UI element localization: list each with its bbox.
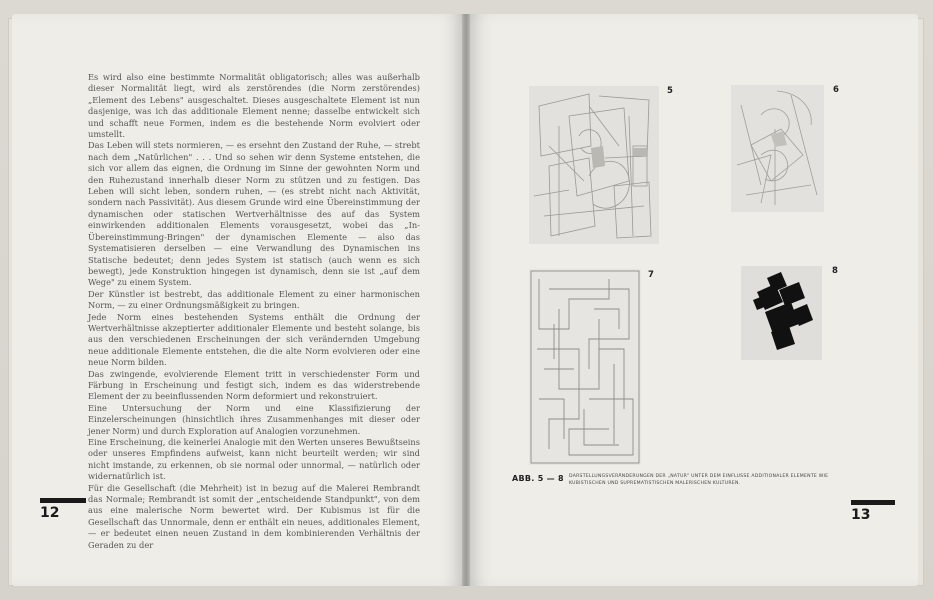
paragraph: Eine Erscheinung, die keinerlei Analogie mit den Werten unseres Bewußtseins oder unseres Empfindens aufweist, kann nicht beurteilt werden; wir sind nicht imstande, zu erkennen, ob sie normal oder unnormal, — natürlich oder widernatürlich ist.: [88, 437, 420, 482]
suprematist-composition-icon: [741, 266, 822, 360]
figure-7-number: 7: [648, 270, 654, 280]
paragraph: Es wird also eine bestimmte Normalität obligatorisch; alles was außerhalb dieser Normalität liegt, wird als zerstörendes (die Norm zerstörendes) „Element des Lebens" ausgeschaltet. Dieses ausgeschaltete Element ist nun dasjenige, was ich das additionale Element nenne; dasselbe entwickelt sich und schafft neue Formen, indem es die bestehende Norm evolviert oder umstellt.: [88, 72, 420, 140]
folio-rule-left: [40, 498, 86, 503]
paragraph: Der Künstler ist bestrebt, das additionale Element zu einer harmonischen Norm, — zu einer Ordnungsmäßigkeit zu bringen.: [88, 288, 420, 311]
figure-8-number: 8: [832, 266, 838, 276]
figure-6-number: 6: [833, 85, 839, 95]
figure-5-plate: [529, 86, 659, 244]
figure-caption-label: ABB. 5 — 8: [512, 474, 564, 483]
figure-5-number: 5: [667, 86, 673, 96]
rectilinear-composition-drawing-icon: [529, 269, 641, 465]
folio-rule-right: [851, 500, 895, 505]
caption-line: DARSTELLUNGSVERÄNDERUNGEN DER „NATUR" UNTER DEM EINFLUSSE ADDITIONALER ELEMENTE WIE: [569, 474, 829, 479]
figure-6-plate: [731, 85, 824, 212]
book-gutter: [462, 14, 470, 586]
left-page-body-text: [88, 72, 420, 551]
paragraph: Jede Norm eines bestehenden Systems enthält die Ordnung der Wertverhältnisse akzeptierter additionaler Elemente und besteht solange, bis aus den verschiedenen Erscheinungen der sich verändernden Umgebung neue additionale Elemente entstehen, die die alte Norm evolvieren oder eine neue Norm bilden.: [88, 311, 420, 368]
cubist-figure-drawing-icon: [731, 85, 824, 212]
cubist-still-life-drawing-icon: [529, 86, 659, 244]
page-number-left: 12: [40, 505, 60, 521]
page-number-right: 13: [851, 507, 871, 523]
figure-caption-text: [569, 473, 887, 487]
paragraph: Das Leben will stets normieren, — es ersehnt den Zustand der Ruhe, — strebt nach dem „Natürlichen" . . . Und so sehen wir denn Systeme entstehen, die sich vor allem das eignen, die Ordnung im Sinne der gewohnten Norm und den Ruhezustand innerhalb dieser Norm zu stützen und zu festigen. Das Leben will sicht leben, sondern ruhen, — (es strebt nicht nach Aktivität, sondern nach Passivität). Aus diesem Grunde wird eine Übereinstimmung der dynamischen oder statischen Wertverhältnisse des auf das System einwirkenden additionalen Elements vorausgesetzt, wobei das „In-Übereinstimmung-Bringen" der dynamischen Elemente — also das Systematisieren derselben — eine Verwandlung des Dynamischen ins Statische bedeutet; denn jedes System ist statisch (auch wenn es sich bewegt), jede Konstruktion hingegen ist dynamisch, denn sie ist „auf dem Wege" zu einem System.: [88, 140, 420, 288]
paragraph: Eine Untersuchung der Norm und eine Klassifizierung der Einzelerscheinungen (hinsichtlich ihres Zusammenhanges mit dieser oder jener Norm) und durch Exploration auf Analogien vorzunehmen.: [88, 402, 420, 436]
caption-line: KUBISTISCHEN UND SUPREMATISTISCHEN MALERISCHEN KULTUREN.: [569, 481, 741, 486]
paragraph: Für die Gesellschaft (die Mehrheit) ist in bezug auf die Malerei Rembrandt das Normale; Rembrandt ist somit der „entscheidende Standpunkt", von dem aus eine malerische Norm bewertet wird. Der Kubismus ist für die Gesellschaft das Unnormale, denn er enthält ein neues, additionales Element, — er bedeutet einen neuen Zustand in dem kombinierenden Verhältnis der Geraden zu der: [88, 482, 420, 550]
figure-8-plate: [741, 266, 822, 360]
paragraph: Das zwingende, evolvierende Element tritt in verschiedenster Form und Färbung in Erscheinung und festigt sich, indem es das widerstrebende Element der zu beeinflussenden Norm deformiert und rekonstruiert.: [88, 368, 420, 402]
figure-7-plate: [529, 269, 641, 465]
